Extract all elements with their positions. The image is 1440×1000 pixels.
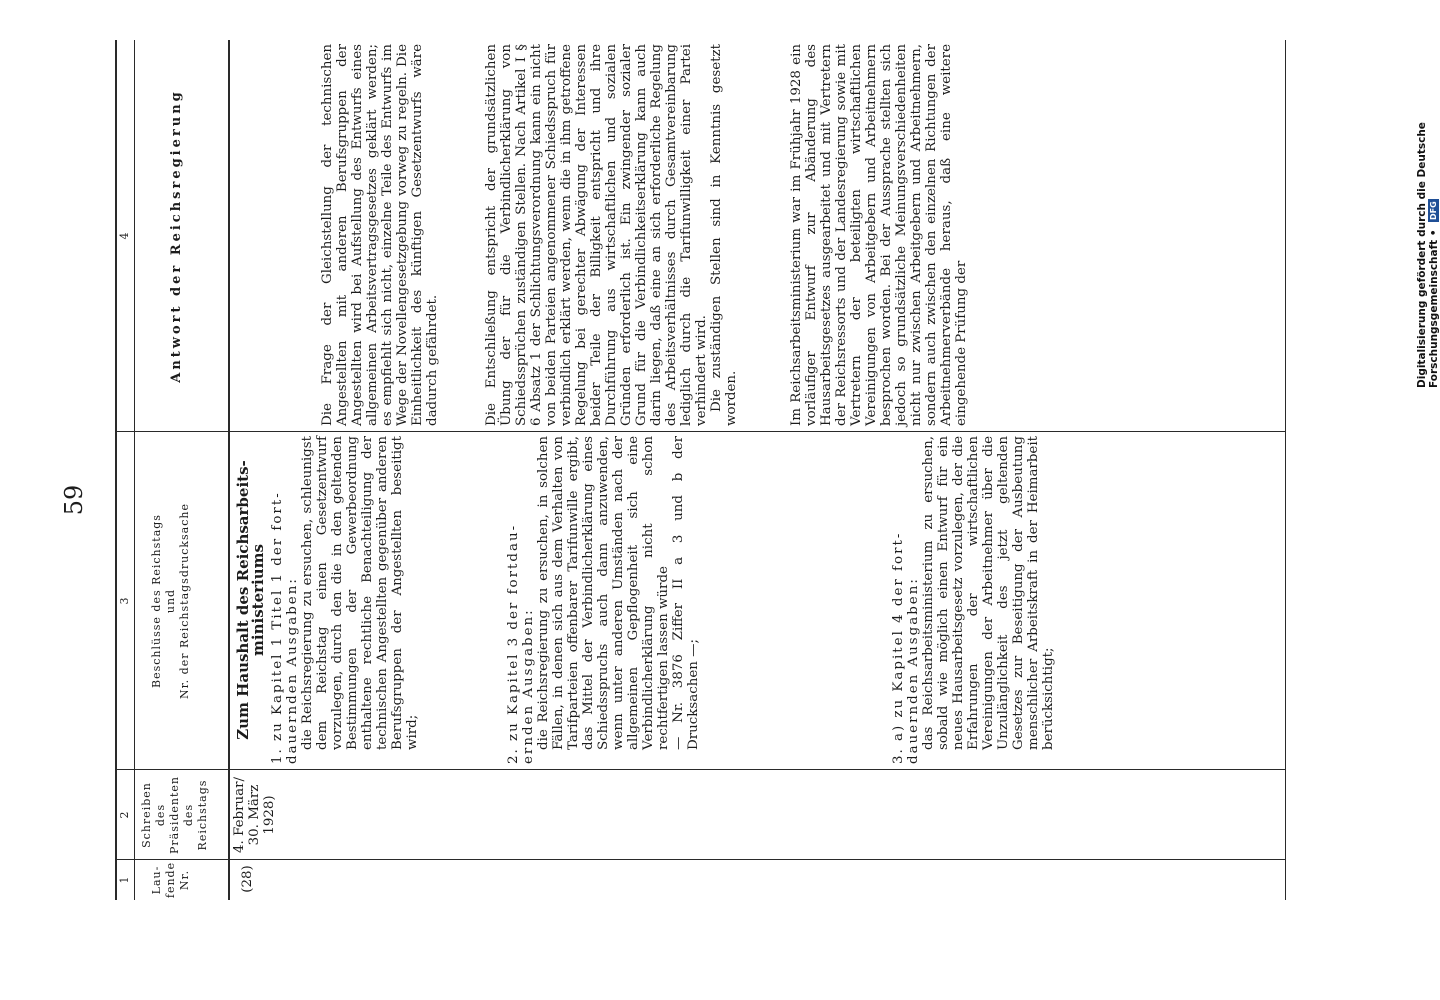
col3-header-line2: und <box>164 588 177 614</box>
item2-answer-2: Die zuständigen Stellen sind in Kenntnis gesetzt worden. <box>709 44 739 426</box>
col-number-1: 1 <box>118 876 131 884</box>
header-bottom-rule <box>228 40 230 900</box>
item1-heading: 1. zu Kapitel 1 Titel 1 der fort- dauernden Ausgaben: <box>270 491 300 764</box>
col3-header-line1: Beschlüsse des Reichstags <box>150 514 163 688</box>
col3-header <box>150 432 192 770</box>
page-number: 59 <box>60 484 88 516</box>
col3-content <box>236 436 1056 764</box>
entry-number: (28) <box>240 865 255 893</box>
item2-answer: Die Entschließung entspricht der grundsätzlichen Übung der für die Verbindlicherklärung von Schiedssprüchen zuständigen Stellen. Nach Artikel I § 6 Absatz 1 der Schlichtungsverordnung kann ein nicht von beiden Parteien angenommener Schiedsspruch für verbindlich erklärt werden, wenn die in ihm getroffene Regelung bei gerechter Abwägung der Interessen beider Teile der Billigkeit entspricht und ihre Durchführung aus wirtschaftlichen und sozialen Gründen erforderlich ist. Ein zwingender sozialer Grund für die Verbindlichkeitserklärung kann auch darin liegen, daß eine an sich erforderliche Regelung des Arbeitsverhältnisses durch Gesamtvereinbarung lediglich durch die Tarifunwilligkeit einer Partei verhindert wird. <box>484 44 709 426</box>
item2-text: die Reichsregierung zu ersuchen, in solchen Fällen, in denen sich aus dem Verhalten von Tarifparteien offenbarer Tarifunwille ergibt, das Mittel der Verbindlicherklärung eines Schiedsspruchs auch dann anzuwenden, wenn unter anderen Umständen nach der allgemeinen Gepflogenheit sich eine Verbindlicherklärung nicht schon rechtfertigen lassen würde <box>536 436 671 750</box>
item3-text: das Reichsarbeitsministerium zu ersuchen, sobald wie möglich einen Entwurf für ein neues Hausarbeitsgesetz vorzulegen, der die Erfahrungen der wirtschaftlichen Vereinigungen der Arbeitnehmer über die Unzulänglichkeit des jetzt geltenden Gesetzes zur Beseitigung der Ausbeutung menschlicher Arbeitskraft in der Heimarbeit berücksichtigt; <box>921 436 1056 750</box>
section-title: Zum Haushalt des Reichsarbeits- ministeriums <box>234 460 267 740</box>
col-separator-1 <box>115 859 1285 860</box>
col-number-2: 2 <box>118 811 131 819</box>
table-bottom-rule <box>1285 40 1286 900</box>
digitization-note-text: Digitalisierung gefördert durch die Deutsche Forschungsgemeinschaft • <box>1416 122 1440 388</box>
col-separator-2 <box>115 769 1285 770</box>
item1-text: die Reichsregierung zu ersuchen, schleunigst dem Reichstag einen Gesetzentwurf vorzulegen, durch den die in den geltenden Bestimmungen der Gewerbeordnung enthaltene rechtliche Benachteiligung der technischen Angestellten gegenüber anderen Berufsgruppen der Angestellten beseitigt wird; <box>300 436 420 750</box>
col3-header-line3: Nr. der Reichstagsdrucksache <box>178 503 191 700</box>
colnum-rule <box>134 40 135 900</box>
entry-date: 4. Februar/ 30. März 1928) <box>232 777 277 854</box>
item2-note: — Nr. 3876 Ziffer II a 3 und b der Drucksachen —; <box>671 436 701 750</box>
col-number-4: 4 <box>118 232 131 240</box>
col4-header: Antwort der Reichsregierung <box>169 89 184 383</box>
table-top-rule <box>115 40 117 900</box>
digitization-note <box>1416 8 1440 388</box>
col4-content <box>320 44 969 426</box>
item1-answer: Die Frage der Gleichstellung der technischen Angestellten mit anderen Berufsgruppen der Angestellten wird bei Aufstellung des Entwurfs eines allgemeinen Arbeitsvertragsgesetzes geklärt werden; es empfiehlt sich nicht, einzelne Teile des Entwurfs im Wege der Novellengesetzgebung vorweg zu regeln. Die Einheitlichkeit des künftigen Gesetzentwurfs wäre dadurch gefährdet. <box>320 44 440 426</box>
item3-answer: Im Reichsarbeitsministerium war im Frühjahr 1928 ein vorläufiger Entwurf zur Abänderung des Hausarbeitsgesetzes ausgearbeitet und mit Vertretern der Reichsressorts und der Landesregierung sowie mit Vertretern der beteiligten wirtschaftlichen Vereinigungen von Arbeitgebern und Arbeitnehmern besprochen worden. Bei der Aussprache stellten sich jedoch so grundsätzliche Meinungsverschiedenheiten nicht nur zwischen Arbeitgebern und Arbeitnehmern, sondern auch zwischen den einzelnen Richtungen der Arbeitnehmerverbände heraus, daß eine weitere eingehende Prüfung der <box>789 44 969 426</box>
item2-heading: 2. zu Kapitel 3 der fortdau- ernden Ausgaben: <box>506 523 536 764</box>
col-separator-3 <box>115 431 1285 432</box>
dfg-logo-icon: DFG <box>1429 201 1438 220</box>
item3-heading: 3. a) zu Kapitel 4 der fort- dauernden Ausgaben: <box>891 531 921 764</box>
col2-header: Schreiben des Präsidenten des Reichstags <box>140 775 209 855</box>
col1-header: Lau- fende Nr. <box>150 861 191 899</box>
col-number-3: 3 <box>118 597 131 605</box>
